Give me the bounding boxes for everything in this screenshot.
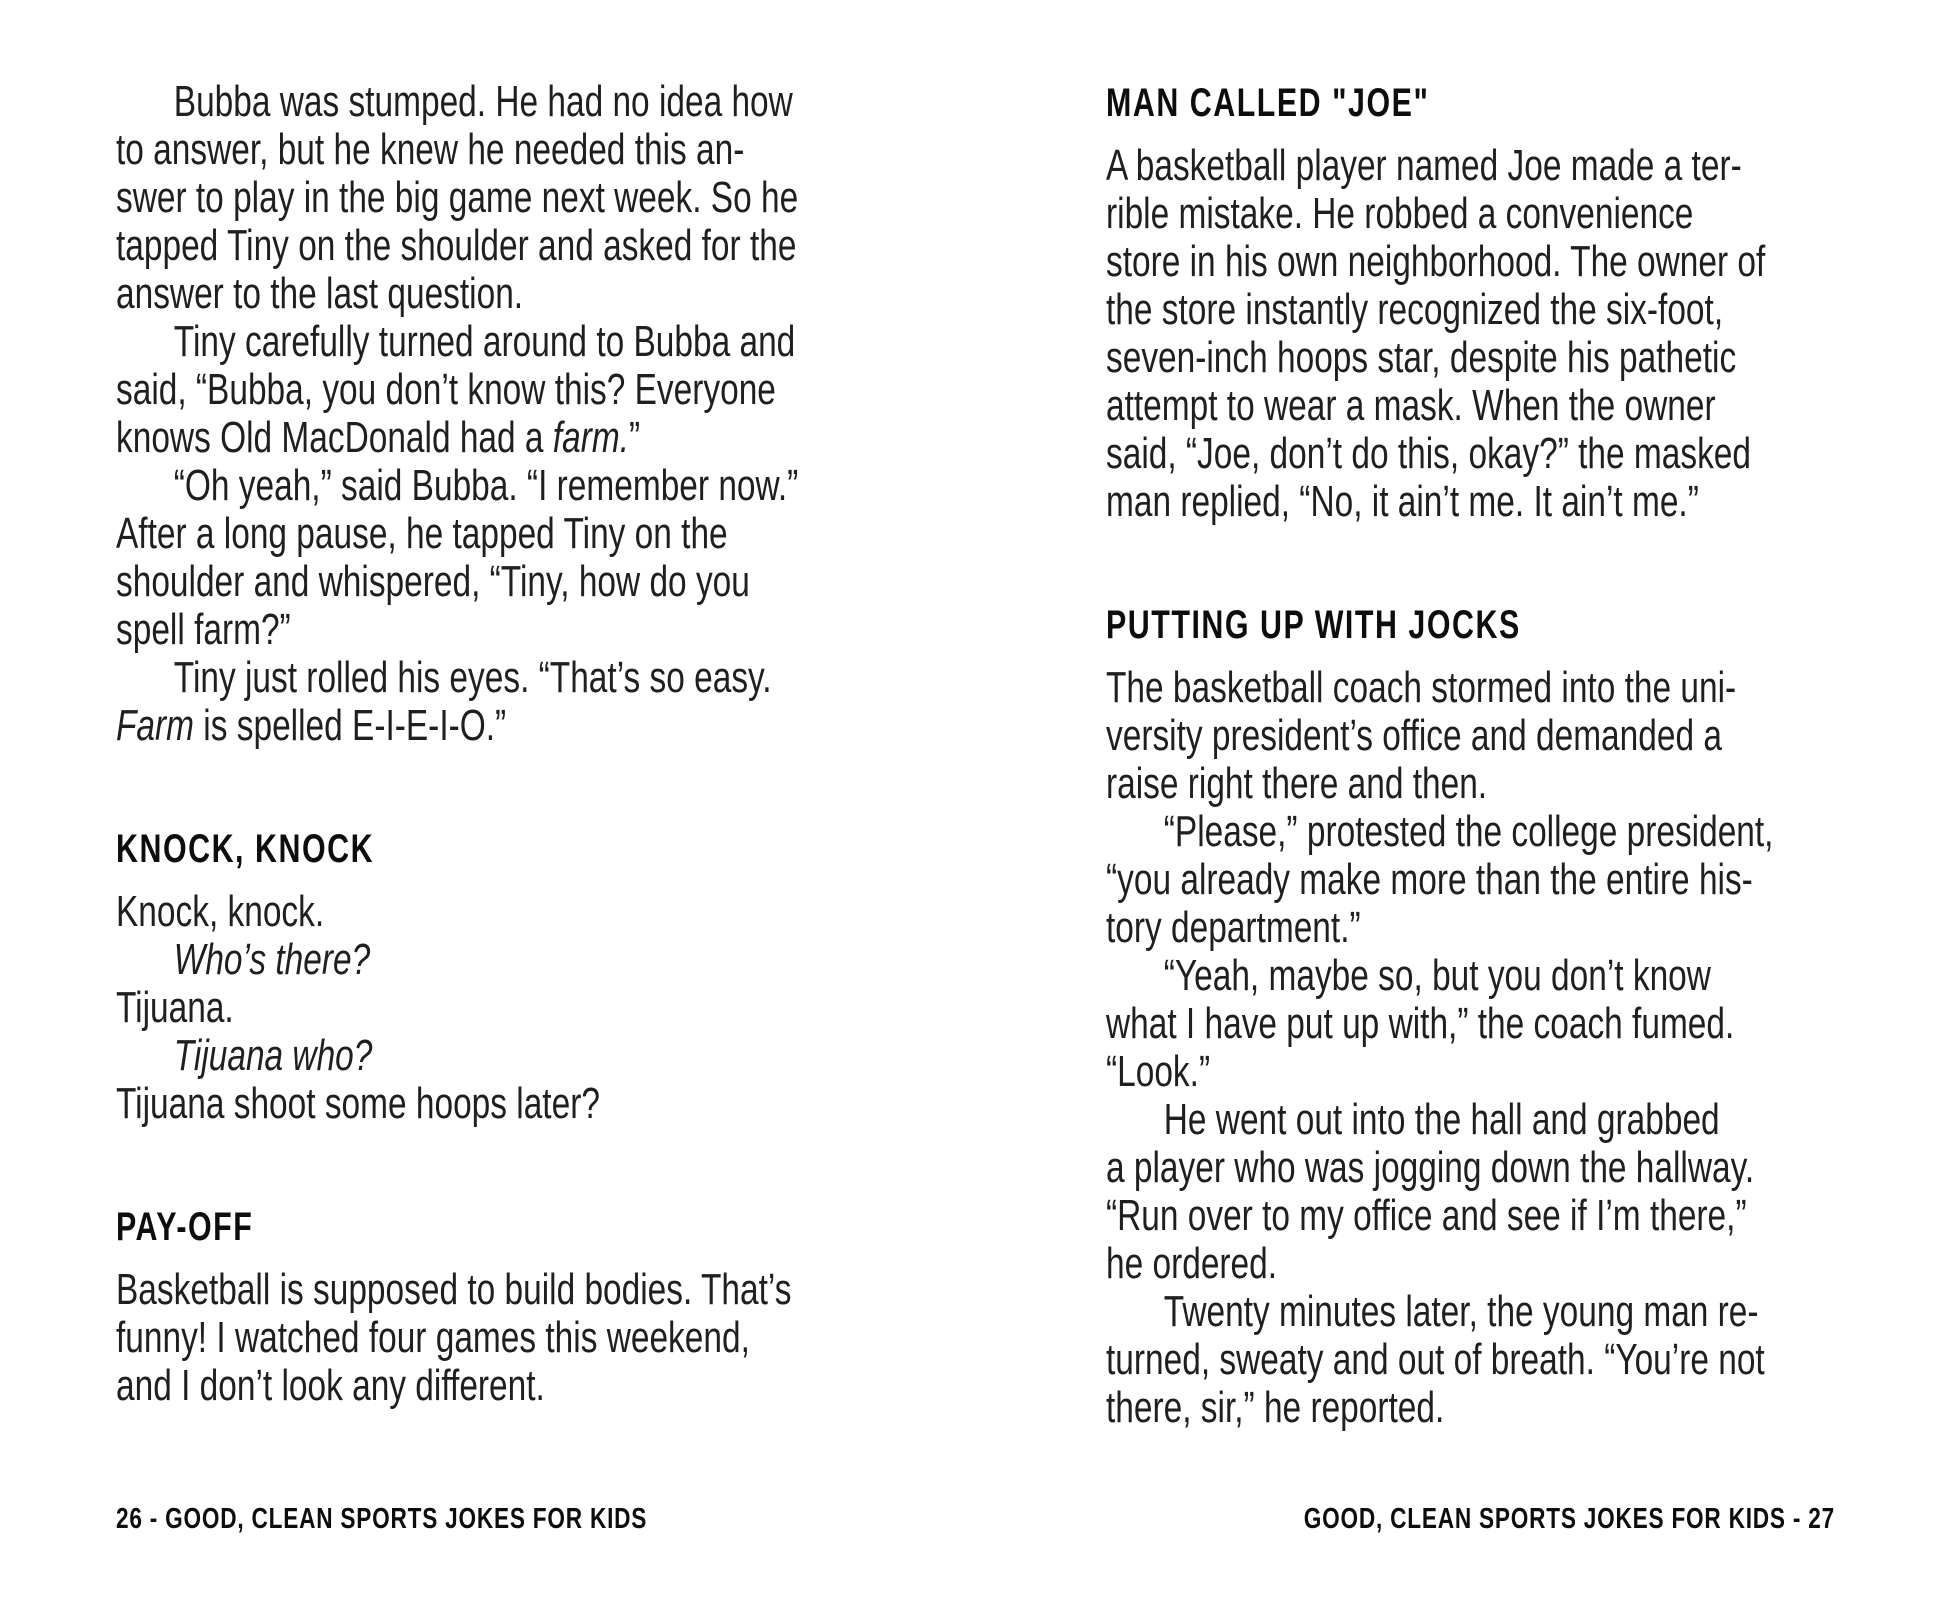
body-line bbox=[116, 318, 876, 366]
body-line bbox=[1106, 1336, 1866, 1384]
section-heading: PUTTING UP WITH JOCKS bbox=[1106, 603, 1521, 647]
text-segment: seven-inch hoops star, despite his pathetic bbox=[1106, 333, 1737, 382]
text-segment: is spelled E-I-E-I-O.” bbox=[194, 701, 507, 750]
text-segment: “Look.” bbox=[1106, 1047, 1211, 1096]
body-line bbox=[1106, 1096, 1866, 1144]
body-line bbox=[1106, 430, 1866, 478]
text-segment: “Yeah, maybe so, but you don’t know bbox=[1163, 951, 1711, 1000]
body-line bbox=[1106, 1240, 1866, 1288]
right-page-column bbox=[1106, 80, 1866, 1432]
body-line bbox=[116, 1362, 876, 1410]
text-segment: answer to the last question. bbox=[116, 269, 524, 318]
page-footer-left: 26 - GOOD, CLEAN SPORTS JOKES FOR KIDS bbox=[116, 1503, 648, 1535]
body-line bbox=[116, 174, 876, 222]
paragraph bbox=[116, 318, 876, 462]
text-segment: a player who was jogging down the hallway. bbox=[1106, 1143, 1755, 1192]
paragraph bbox=[116, 654, 876, 750]
text-segment: Knock, knock. bbox=[116, 887, 325, 936]
text-segment: Who’s there? bbox=[173, 935, 371, 984]
body-line bbox=[116, 1080, 876, 1128]
paragraph bbox=[116, 78, 876, 318]
body-line bbox=[1106, 142, 1866, 190]
text-segment: funny! I watched four games this weekend, bbox=[116, 1313, 750, 1362]
text-segment: he ordered. bbox=[1106, 1239, 1278, 1288]
body-line bbox=[116, 1032, 876, 1080]
text-segment: swer to play in the big game next week. So he bbox=[116, 173, 799, 222]
paragraph bbox=[1106, 142, 1866, 526]
body-line bbox=[116, 462, 876, 510]
body-line bbox=[1106, 1144, 1866, 1192]
body-line bbox=[1106, 286, 1866, 334]
text-segment: Bubba was stumped. He had no idea how bbox=[173, 77, 793, 126]
body-line bbox=[1106, 478, 1866, 526]
body-line bbox=[116, 984, 876, 1032]
body-line bbox=[116, 1314, 876, 1362]
text-segment: Tijuana who? bbox=[173, 1031, 373, 1080]
paragraph bbox=[116, 1266, 876, 1410]
text-segment: the store instantly recognized the six-foot, bbox=[1106, 285, 1724, 334]
text-segment: “Please,” protested the college president, bbox=[1163, 807, 1774, 856]
text-segment: versity president’s office and demanded a bbox=[1106, 711, 1722, 760]
body-line bbox=[116, 510, 876, 558]
text-segment: tory department.” bbox=[1106, 903, 1361, 952]
body-line bbox=[116, 936, 876, 984]
text-segment: farm. bbox=[552, 413, 629, 462]
text-segment: Tiny just rolled his eyes. “That’s so easy. bbox=[173, 653, 772, 702]
body-line bbox=[1106, 238, 1866, 286]
body-line bbox=[1106, 856, 1866, 904]
section-heading: KNOCK, KNOCK bbox=[116, 827, 375, 871]
body-line bbox=[1106, 808, 1866, 856]
text-segment: to answer, but he knew he needed this an- bbox=[116, 125, 745, 174]
body-line bbox=[116, 654, 876, 702]
text-segment: said, “Bubba, you don’t know this? Everyone bbox=[116, 365, 776, 414]
body-line bbox=[116, 126, 876, 174]
text-segment: spell farm?” bbox=[116, 605, 291, 654]
left-page-column bbox=[116, 78, 876, 1410]
text-segment: turned, sweaty and out of breath. “You’re not bbox=[1106, 1335, 1765, 1384]
text-segment: there, sir,” he reported. bbox=[1106, 1383, 1445, 1432]
text-segment: He went out into the hall and grabbed bbox=[1163, 1095, 1720, 1144]
text-segment: Farm bbox=[116, 701, 195, 750]
body-line bbox=[1106, 904, 1866, 952]
body-line bbox=[1106, 952, 1866, 1000]
body-line bbox=[1106, 334, 1866, 382]
paragraph bbox=[1106, 1288, 1866, 1432]
text-segment: A basketball player named Joe made a ter- bbox=[1106, 141, 1742, 190]
text-segment: “Oh yeah,” said Bubba. “I remember now.” bbox=[173, 461, 799, 510]
body-line bbox=[116, 558, 876, 606]
body-line bbox=[1106, 712, 1866, 760]
body-line bbox=[116, 414, 876, 462]
body-line bbox=[116, 702, 876, 750]
text-segment: Tijuana shoot some hoops later? bbox=[116, 1079, 600, 1128]
text-segment: store in his own neighborhood. The owner of bbox=[1106, 237, 1766, 286]
body-line bbox=[116, 366, 876, 414]
body-line bbox=[116, 606, 876, 654]
text-segment: Basketball is supposed to build bodies. That’s bbox=[116, 1265, 792, 1314]
paragraph bbox=[1106, 952, 1866, 1096]
body-line bbox=[1106, 1048, 1866, 1096]
body-line bbox=[116, 1266, 876, 1314]
text-segment: knows Old MacDonald had a bbox=[116, 413, 553, 462]
paragraph bbox=[116, 462, 876, 654]
text-segment: man replied, “No, it ain’t me. It ain’t me.” bbox=[1106, 477, 1699, 526]
page-footer-right: GOOD, CLEAN SPORTS JOKES FOR KIDS - 27 bbox=[1303, 1503, 1835, 1535]
text-segment: After a long pause, he tapped Tiny on the bbox=[116, 509, 728, 558]
section-heading: MAN CALLED "JOE" bbox=[1106, 81, 1430, 125]
text-segment: “Run over to my office and see if I’m there,” bbox=[1106, 1191, 1747, 1240]
body-line bbox=[1106, 1288, 1866, 1336]
text-segment: Twenty minutes later, the young man re- bbox=[1163, 1287, 1759, 1336]
paragraph bbox=[1106, 808, 1866, 952]
body-line bbox=[1106, 190, 1866, 238]
body-line bbox=[1106, 1384, 1866, 1432]
body-line bbox=[1106, 664, 1866, 712]
body-line bbox=[1106, 1000, 1866, 1048]
paragraph bbox=[1106, 664, 1866, 808]
text-segment: raise right there and then. bbox=[1106, 759, 1488, 808]
text-segment: rible mistake. He robbed a convenience bbox=[1106, 189, 1694, 238]
body-line bbox=[116, 888, 876, 936]
text-segment: and I don’t look any different. bbox=[116, 1361, 545, 1410]
paragraph bbox=[116, 888, 876, 1128]
body-line bbox=[1106, 1192, 1866, 1240]
text-segment: attempt to wear a mask. When the owner bbox=[1106, 381, 1716, 430]
text-segment: said, “Joe, don’t do this, okay?” the masked bbox=[1106, 429, 1752, 478]
text-segment: Tijuana. bbox=[116, 983, 234, 1032]
text-segment: tapped Tiny on the shoulder and asked for the bbox=[116, 221, 797, 270]
body-line bbox=[116, 270, 876, 318]
body-line bbox=[116, 78, 876, 126]
text-segment: shoulder and whispered, “Tiny, how do you bbox=[116, 557, 750, 606]
body-line bbox=[116, 222, 876, 270]
paragraph bbox=[1106, 1096, 1866, 1288]
text-segment: ” bbox=[628, 413, 641, 462]
text-segment: “you already make more than the entire his- bbox=[1106, 855, 1753, 904]
section-heading: PAY-OFF bbox=[116, 1205, 254, 1249]
body-line bbox=[1106, 760, 1866, 808]
text-segment: what I have put up with,” the coach fumed. bbox=[1106, 999, 1735, 1048]
body-line bbox=[1106, 382, 1866, 430]
text-segment: The basketball coach stormed into the uni- bbox=[1106, 663, 1737, 712]
text-segment: Tiny carefully turned around to Bubba and bbox=[173, 317, 796, 366]
